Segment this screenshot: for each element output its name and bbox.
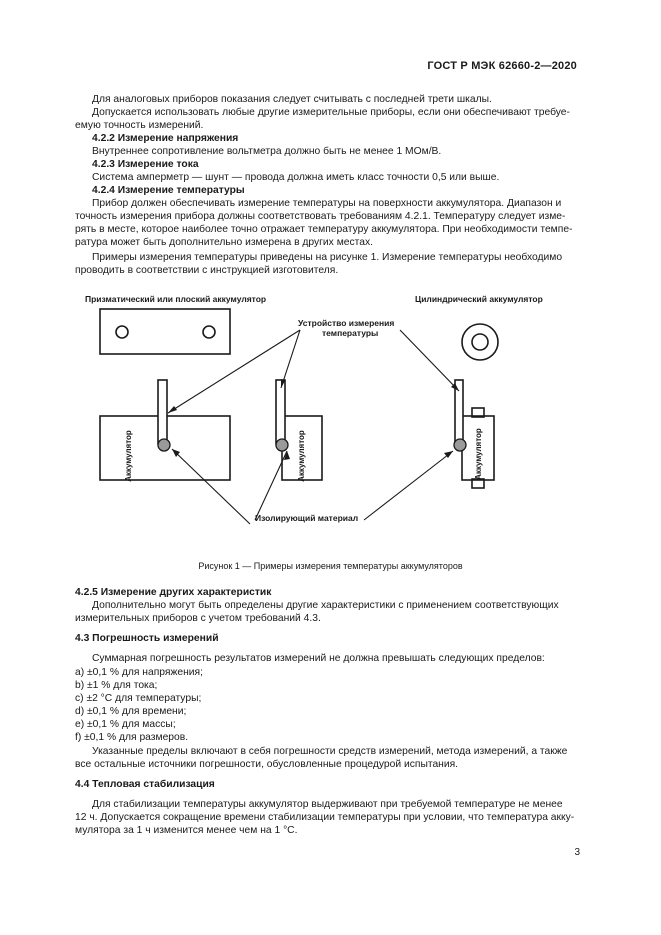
- heading-4-2-4: 4.2.4 Измерение температуры: [92, 185, 245, 196]
- temperature-probe-1: [158, 380, 167, 444]
- heading-4-3: 4.3 Погрешность измерений: [75, 633, 219, 644]
- paragraph-4-3: Суммарная погрешность результатов измерений не должна превышать следующих пределов:: [92, 653, 545, 664]
- limit-item: c) ±2 °С для температуры;: [75, 693, 202, 704]
- heading-4-2-3: 4.2.3 Измерение тока: [92, 159, 199, 170]
- sensor-dot-1: [158, 439, 170, 451]
- paragraph-4-2-5-2: измерительных приборов с учетом требований 4.3.: [75, 613, 321, 624]
- paragraph-4-2-4a-2: точность измерения прибора должны соответствовать требованиям 4.2.1. Температуру следует изме-: [75, 211, 566, 222]
- paragraph-allowed-2: емую точность измерений.: [75, 120, 204, 131]
- limit-item: e) ±0,1 % для массы;: [75, 719, 176, 730]
- document-header: ГОСТ Р МЭК 62660-2—2020: [427, 60, 577, 72]
- limit-item: a) ±0,1 % для напряжения;: [75, 667, 203, 678]
- leader-insulating-3: [364, 451, 453, 520]
- paragraph-analog: Для аналоговых приборов показания следует считывать с последней трети шкалы.: [92, 94, 492, 105]
- heading-4-2-2: 4.2.2 Измерение напряжения: [92, 133, 239, 144]
- label-prismatic: Призматический или плоский аккумулятор: [85, 294, 267, 304]
- label-device-line-1: Устройство измерения: [298, 318, 395, 328]
- heading-4-2-5: 4.2.5 Измерение других характеристик: [75, 587, 272, 598]
- paragraph-allowed-1: Допускается использовать любые другие измерительные приборы, если они обеспечивают требуе-: [92, 107, 570, 118]
- heading-4-4: 4.4 Тепловая стабилизация: [75, 779, 215, 790]
- cylindrical-cell-center: [472, 334, 488, 350]
- paragraph-4-2-2: Внутреннее сопротивление вольтметра должно быть не менее 1 МОм/В.: [92, 146, 442, 157]
- page-number: 3: [574, 847, 580, 858]
- figure-caption: Рисунок 1 — Примеры измерения температуры аккумуляторов: [198, 561, 463, 571]
- limit-item: b) ±1 % для тока;: [75, 680, 158, 691]
- leader-device-2: [281, 330, 300, 388]
- paragraph-4-2-4a-3: рять в месте, которое наиболее точно отражает температуру аккумулятора. При необходимости темпе-: [75, 224, 573, 235]
- paragraph-4-2-4b-1: Примеры измерения температуры приведены на рисунке 1. Измерение температуры необходимо: [92, 252, 563, 263]
- paragraph-4-3b-2: все остальные источники погрешности, обусловленные процедурой испытания.: [75, 759, 459, 770]
- paragraph-4-2-4a-1: Прибор должен обеспечивать измерение температуры на поверхности аккумулятора. Диапазон и: [92, 198, 562, 209]
- sensor-dot-3: [454, 439, 466, 451]
- temperature-probe-2: [276, 380, 285, 444]
- paragraph-4-4-2: 12 ч. Допускается сокращение времени стабилизации температуры при условии, что температура акку-: [75, 812, 575, 823]
- terminal-left: [116, 326, 128, 338]
- cell-label-3: Аккумулятор: [474, 428, 483, 480]
- cylindrical-cell-top-view: [462, 324, 498, 360]
- sensor-dot-2: [276, 439, 288, 451]
- paragraph-4-4-3: мулятора за 1 ч изменится менее чем на 1 °С.: [75, 825, 298, 836]
- arrowhead-4: [168, 406, 177, 413]
- paragraph-4-4-1: Для стабилизации температуры аккумулятор выдерживают при требуемой температуре не менее: [92, 799, 563, 810]
- terminal-right: [203, 326, 215, 338]
- leader-insulating-1: [172, 449, 250, 524]
- prismatic-cell-top-view: [100, 309, 230, 354]
- label-insulating: Изолирующий материал: [255, 513, 359, 523]
- limit-item: d) ±0,1 % для времени;: [75, 706, 187, 717]
- limit-item: f) ±0,1 % для размеров.: [75, 732, 189, 743]
- paragraph-4-2-4a-4: ратура может быть дополнительно измерена в других местах.: [75, 237, 373, 248]
- cell-label-2: Аккумулятор: [297, 430, 306, 482]
- paragraph-4-2-5-1: Дополнительно могут быть определены другие характеристики с применением соответствующих: [92, 600, 559, 611]
- paragraph-4-2-3: Система амперметр — шунт — провода должна иметь класс точности 0,5 или выше.: [92, 172, 500, 183]
- label-device-line-2: температуры: [322, 328, 379, 338]
- cell-label-1: Аккумулятор: [124, 430, 133, 482]
- paragraph-4-3b-1: Указанные пределы включают в себя погрешности средств измерений, метода измерений, а также: [92, 746, 568, 757]
- label-cylindrical: Цилиндрический аккумулятор: [415, 294, 543, 304]
- leader-insulating-2: [255, 451, 287, 520]
- figure-temperature-measurement: [0, 288, 661, 550]
- leader-device-3: [400, 330, 459, 391]
- paragraph-4-2-4b-2: проводить в соответствии с инструкцией изготовителя.: [75, 265, 339, 276]
